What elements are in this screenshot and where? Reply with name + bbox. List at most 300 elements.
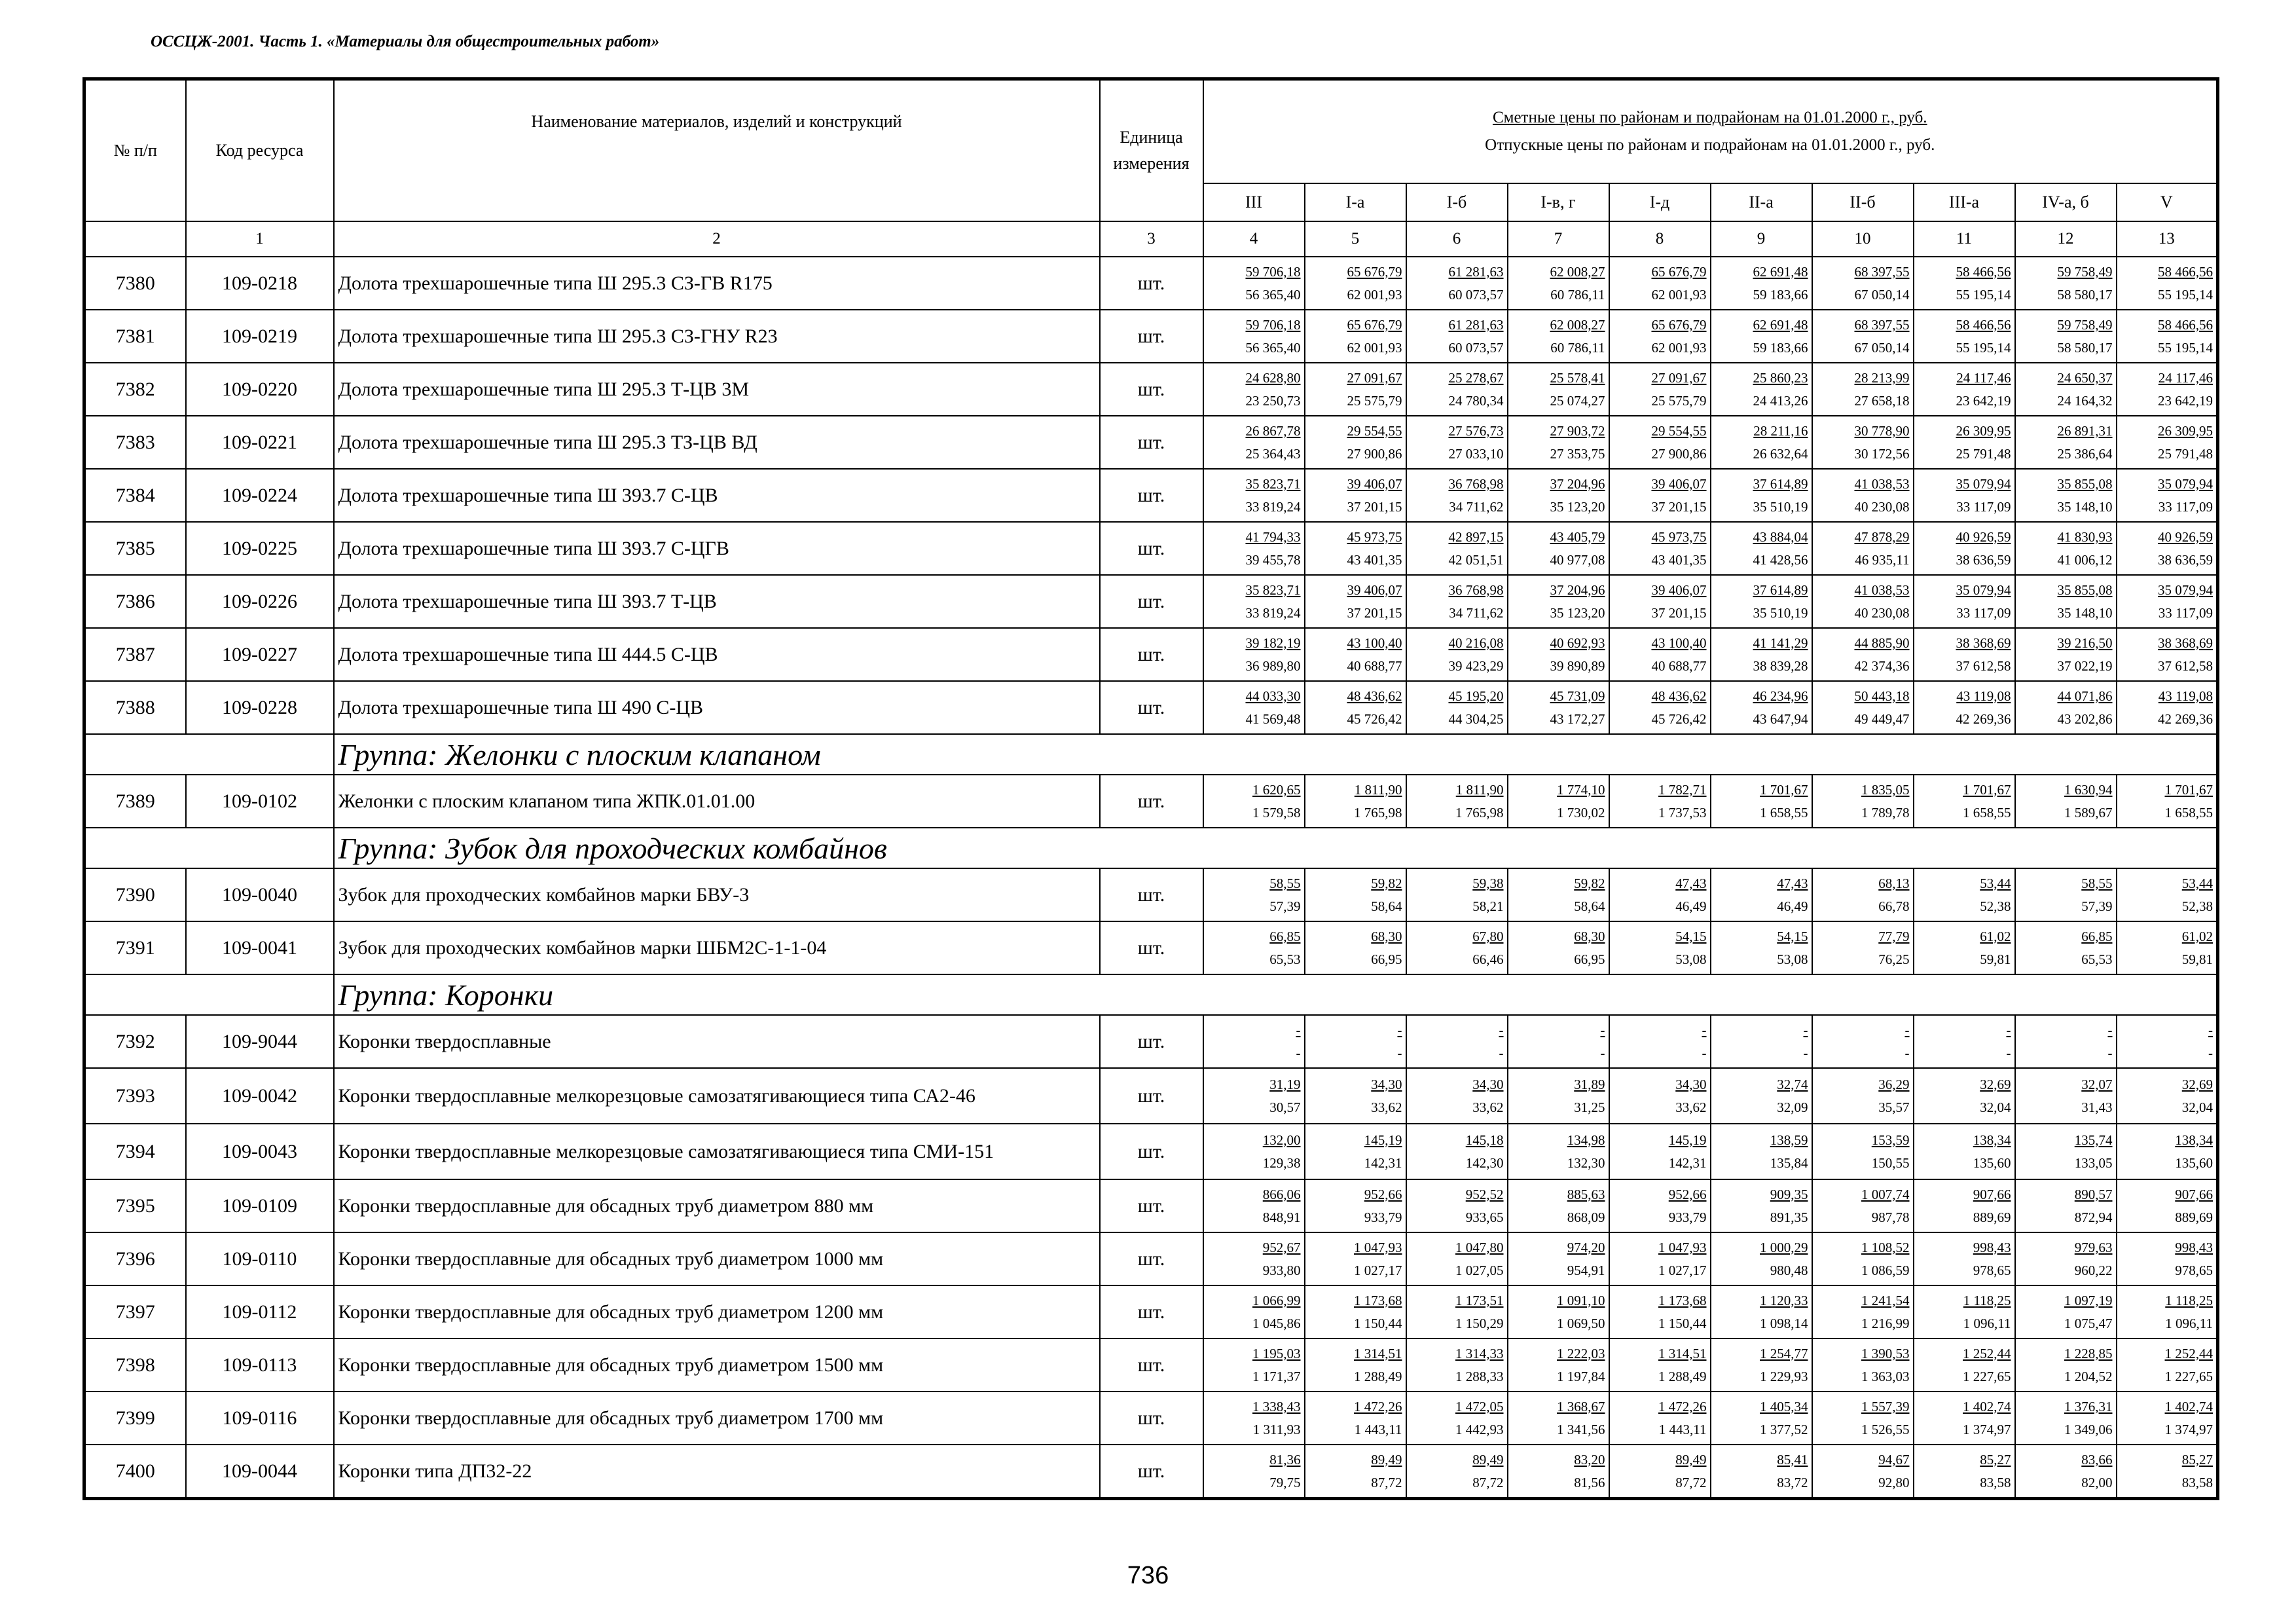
estimate-price: 24 117,46 xyxy=(2158,369,2213,386)
estimate-price: 40 926,59 xyxy=(1956,528,2011,545)
estimate-price: 907,66 xyxy=(2175,1186,2213,1202)
price-cell xyxy=(2117,310,2218,363)
row-number: 7385 xyxy=(84,522,186,575)
resource-code: 109-9044 xyxy=(186,1015,334,1068)
estimate-price: 42 897,15 xyxy=(1448,528,1504,545)
row-number: 7397 xyxy=(84,1285,186,1338)
price-cell xyxy=(1203,1392,1305,1445)
price-cell xyxy=(1812,1338,1914,1392)
estimate-price: 48 436,62 xyxy=(1347,688,1402,704)
row-number: 7398 xyxy=(84,1338,186,1392)
material-name: Желонки с плоским клапаном типа ЖПК.01.01.00 xyxy=(334,775,1100,828)
estimate-price: 1 402,74 xyxy=(2164,1398,2213,1414)
price-cell xyxy=(1406,868,1508,921)
release-price: 1 658,55 xyxy=(2164,804,2213,821)
release-price: 59,81 xyxy=(1980,951,2011,967)
price-cell xyxy=(2015,1015,2117,1068)
estimate-price: 885,63 xyxy=(1567,1186,1605,1202)
price-cell xyxy=(1609,868,1711,921)
price-cell xyxy=(1203,775,1305,828)
table-row xyxy=(84,575,2218,628)
row-number: 7381 xyxy=(84,310,186,363)
estimate-price: 31,89 xyxy=(1574,1076,1605,1092)
unit: шт. xyxy=(1100,1445,1203,1499)
price-cell xyxy=(1609,1338,1711,1392)
price-cell xyxy=(1711,1445,1812,1499)
price-cell xyxy=(1203,628,1305,681)
release-price: 43 647,94 xyxy=(1753,710,1808,727)
estimate-price: 43 884,04 xyxy=(1753,528,1808,545)
estimate-price: 39 406,07 xyxy=(1651,581,1707,598)
column-number: 8 xyxy=(1609,221,1711,257)
release-price: 35 123,20 xyxy=(1550,604,1605,621)
estimate-price: 952,52 xyxy=(1465,1186,1504,1202)
price-cell xyxy=(1609,469,1711,522)
price-cell xyxy=(1203,921,1305,974)
unit: шт. xyxy=(1100,522,1203,575)
unit: шт. xyxy=(1100,868,1203,921)
estimate-price: 890,57 xyxy=(2074,1186,2113,1202)
release-price: - xyxy=(1904,1044,1910,1061)
price-cell xyxy=(2015,868,2117,921)
estimate-price: 40 926,59 xyxy=(2158,528,2213,545)
header-code: Код ресурса xyxy=(186,79,334,222)
release-price: 27 353,75 xyxy=(1550,445,1605,462)
price-cell xyxy=(2117,363,2218,416)
estimate-price: 37 614,89 xyxy=(1753,581,1808,598)
price-cell xyxy=(2015,1068,2117,1124)
estimate-price: 61,02 xyxy=(2181,928,2213,944)
price-cell xyxy=(1203,1445,1305,1499)
estimate-price: 58 466,56 xyxy=(2158,263,2213,280)
group-blank xyxy=(84,974,334,1015)
estimate-price: 1 173,68 xyxy=(1354,1292,1402,1308)
release-price: 1 789,78 xyxy=(1861,804,1910,821)
row-number: 7392 xyxy=(84,1015,186,1068)
table-body xyxy=(84,257,2218,1499)
group-row xyxy=(84,734,2218,775)
estimate-price: 32,69 xyxy=(2181,1076,2213,1092)
resource-code: 109-0042 xyxy=(186,1068,334,1124)
unit: шт. xyxy=(1100,1392,1203,1445)
header-num: № п/п xyxy=(84,79,186,222)
resource-code: 109-0221 xyxy=(186,416,334,469)
release-price: 39 423,29 xyxy=(1448,657,1504,674)
release-price: 44 304,25 xyxy=(1448,710,1504,727)
price-cell xyxy=(1305,310,1406,363)
resource-code: 109-0044 xyxy=(186,1445,334,1499)
release-price: 33 819,24 xyxy=(1245,604,1301,621)
estimate-price: 59,82 xyxy=(1371,875,1402,891)
estimate-price: 35 855,08 xyxy=(2057,581,2113,598)
estimate-price: 47 878,29 xyxy=(1854,528,1910,545)
header-prices-estimate: Сметные цены по районам и подрайонам на 01.01.2000 г., руб. xyxy=(1492,109,1927,126)
price-cell xyxy=(1914,681,2015,734)
price-cell xyxy=(2015,681,2117,734)
release-price: 59 183,66 xyxy=(1753,286,1808,303)
price-cell xyxy=(1914,469,2015,522)
release-price: 1 737,53 xyxy=(1658,804,1707,821)
release-price: 25 791,48 xyxy=(1956,445,2011,462)
release-price: 891,35 xyxy=(1770,1209,1808,1225)
estimate-price: 85,27 xyxy=(2181,1451,2213,1467)
release-price: 133,05 xyxy=(2074,1154,2113,1171)
price-cell xyxy=(1609,575,1711,628)
table-row xyxy=(84,1124,2218,1179)
estimate-price: 1 314,33 xyxy=(1455,1345,1504,1361)
material-name: Коронки твердосплавные для обсадных труб диаметром 1200 мм xyxy=(334,1285,1100,1338)
table-row xyxy=(84,628,2218,681)
estimate-price: 26 867,78 xyxy=(1245,422,1301,439)
region-header: I-д xyxy=(1609,183,1711,221)
price-cell xyxy=(1305,1285,1406,1338)
release-price: 58,64 xyxy=(1371,898,1402,914)
release-price: 40 688,77 xyxy=(1651,657,1707,674)
release-price: 34 711,62 xyxy=(1449,498,1504,515)
estimate-price: 952,66 xyxy=(1364,1186,1402,1202)
release-price: 79,75 xyxy=(1269,1474,1301,1490)
price-cell xyxy=(1914,628,2015,681)
estimate-price: 34,30 xyxy=(1472,1076,1504,1092)
row-number: 7383 xyxy=(84,416,186,469)
release-price: 41 006,12 xyxy=(2057,551,2113,568)
price-cell xyxy=(1305,868,1406,921)
region-header: I-б xyxy=(1406,183,1508,221)
table-row xyxy=(84,1445,2218,1499)
price-cell xyxy=(1711,257,1812,310)
table-row xyxy=(84,1392,2218,1445)
price-cell xyxy=(1914,522,2015,575)
price-cell xyxy=(1508,1392,1609,1445)
material-name: Коронки твердосплавные xyxy=(334,1015,1100,1068)
estimate-price: 1 630,94 xyxy=(2064,781,2113,798)
estimate-price: 1 000,29 xyxy=(1760,1239,1808,1255)
release-price: 132,30 xyxy=(1567,1154,1605,1171)
release-price: 87,72 xyxy=(1472,1474,1504,1490)
unit: шт. xyxy=(1100,775,1203,828)
unit: шт. xyxy=(1100,257,1203,310)
release-price: 1 069,50 xyxy=(1557,1315,1605,1331)
release-price: 1 098,14 xyxy=(1760,1315,1808,1331)
price-cell xyxy=(2117,1392,2218,1445)
table-row xyxy=(84,775,2218,828)
release-price: 62 001,93 xyxy=(1347,339,1402,356)
release-price: 35 510,19 xyxy=(1753,498,1808,515)
release-price: 33 117,09 xyxy=(2158,604,2213,621)
release-price: 66,46 xyxy=(1472,951,1504,967)
price-cell xyxy=(1508,1015,1609,1068)
price-cell xyxy=(2015,363,2117,416)
price-cell xyxy=(1812,775,1914,828)
price-cell xyxy=(1508,921,1609,974)
price-cell xyxy=(1812,868,1914,921)
estimate-price: 1 118,25 xyxy=(1963,1292,2011,1308)
release-price: 33,62 xyxy=(1675,1099,1707,1115)
release-price: 25 364,43 xyxy=(1245,445,1301,462)
price-cell xyxy=(1914,310,2015,363)
price-cell xyxy=(2117,469,2218,522)
price-cell xyxy=(1406,921,1508,974)
resource-code: 109-0220 xyxy=(186,363,334,416)
unit: шт. xyxy=(1100,681,1203,734)
release-price: 872,94 xyxy=(2074,1209,2113,1225)
price-cell xyxy=(1609,1015,1711,1068)
estimate-price: 1 620,65 xyxy=(1252,781,1301,798)
estimate-price: 68,30 xyxy=(1371,928,1402,944)
estimate-price: 24 117,46 xyxy=(1956,369,2011,386)
unit: шт. xyxy=(1100,1285,1203,1338)
estimate-price: 45 973,75 xyxy=(1651,528,1707,545)
unit: шт. xyxy=(1100,363,1203,416)
column-number: 2 xyxy=(334,221,1100,257)
estimate-price: 46 234,96 xyxy=(1753,688,1808,704)
column-number: 3 xyxy=(1100,221,1203,257)
estimate-price: - xyxy=(1904,1022,1910,1038)
price-cell xyxy=(1305,575,1406,628)
release-price: 933,79 xyxy=(1364,1209,1402,1225)
column-number: 12 xyxy=(2015,221,2117,257)
row-number: 7390 xyxy=(84,868,186,921)
estimate-price: 66,85 xyxy=(2081,928,2113,944)
estimate-price: 145,19 xyxy=(1668,1132,1707,1148)
release-price: 27 900,86 xyxy=(1347,445,1402,462)
release-price: 33 117,09 xyxy=(1956,604,2011,621)
price-cell xyxy=(1305,681,1406,734)
price-cell xyxy=(1406,310,1508,363)
release-price: 848,91 xyxy=(1262,1209,1301,1225)
region-header: I-в, г xyxy=(1508,183,1609,221)
price-cell xyxy=(1508,522,1609,575)
estimate-price: 53,44 xyxy=(1980,875,2011,891)
release-price: 52,38 xyxy=(2181,898,2213,914)
material-name: Долота трехшарошечные типа Ш 295.3 СЗ-ГНУ R23 xyxy=(334,310,1100,363)
price-cell xyxy=(1508,1445,1609,1499)
release-price: 58,21 xyxy=(1472,898,1504,914)
price-cell xyxy=(1406,1015,1508,1068)
estimate-price: 39 406,07 xyxy=(1347,581,1402,598)
release-price: 1 086,59 xyxy=(1861,1262,1910,1278)
group-title: Группа: Желонки с плоским клапаном xyxy=(334,734,2218,775)
release-price: 954,91 xyxy=(1567,1262,1605,1278)
estimate-price: 44 885,90 xyxy=(1854,635,1910,651)
price-cell xyxy=(1406,257,1508,310)
release-price: 32,04 xyxy=(2181,1099,2213,1115)
release-price: 1 589,67 xyxy=(2064,804,2113,821)
estimate-price: 1 314,51 xyxy=(1354,1345,1402,1361)
estimate-price: 35 823,71 xyxy=(1245,475,1301,492)
header-prices-release: Отпускные цены по районам и подрайонам на 01.01.2000 г., руб. xyxy=(1485,136,1935,154)
release-price: 81,56 xyxy=(1574,1474,1605,1490)
estimate-price: 43 119,08 xyxy=(2158,688,2213,704)
estimate-price: 58,55 xyxy=(1269,875,1301,891)
release-price: 25 074,27 xyxy=(1550,392,1605,409)
estimate-price: 1 091,10 xyxy=(1557,1292,1605,1308)
release-price: 1 311,93 xyxy=(1252,1421,1301,1437)
row-number: 7380 xyxy=(84,257,186,310)
price-cell xyxy=(2117,1445,2218,1499)
release-price: 27 658,18 xyxy=(1854,392,1910,409)
release-price: 980,48 xyxy=(1770,1262,1808,1278)
estimate-price: 54,15 xyxy=(1675,928,1707,944)
price-cell xyxy=(1508,363,1609,416)
release-price: 1 171,37 xyxy=(1252,1368,1301,1384)
table-row xyxy=(84,1285,2218,1338)
estimate-price: 41 038,53 xyxy=(1854,475,1910,492)
release-price: 889,69 xyxy=(2175,1209,2213,1225)
price-cell xyxy=(1914,868,2015,921)
release-price: - xyxy=(1702,1044,1707,1061)
release-price: 960,22 xyxy=(2074,1262,2113,1278)
estimate-price: 1 405,34 xyxy=(1760,1398,1808,1414)
price-cell xyxy=(2015,1232,2117,1285)
estimate-price: 1 376,31 xyxy=(2064,1398,2113,1414)
release-price: - xyxy=(1397,1044,1402,1061)
estimate-price: 37 204,96 xyxy=(1550,581,1605,598)
estimate-price: 89,49 xyxy=(1675,1451,1707,1467)
price-cell xyxy=(1305,1068,1406,1124)
release-price: 1 197,84 xyxy=(1557,1368,1605,1384)
release-price: 978,65 xyxy=(2175,1262,2213,1278)
estimate-price: 138,34 xyxy=(2175,1132,2213,1148)
release-price: 978,65 xyxy=(1973,1262,2011,1278)
estimate-price: 29 554,55 xyxy=(1651,422,1707,439)
unit: шт. xyxy=(1100,1338,1203,1392)
region-header: I-а xyxy=(1305,183,1406,221)
price-cell xyxy=(1203,1015,1305,1068)
price-cell xyxy=(1711,416,1812,469)
estimate-price: 81,36 xyxy=(1269,1451,1301,1467)
price-cell xyxy=(1203,868,1305,921)
estimate-price: 1 390,53 xyxy=(1861,1345,1910,1361)
price-cell xyxy=(1914,257,2015,310)
release-price: 49 449,47 xyxy=(1854,710,1910,727)
price-cell xyxy=(2015,1392,2117,1445)
release-price: 25 791,48 xyxy=(2158,445,2213,462)
price-cell xyxy=(1711,1232,1812,1285)
release-price: 37 201,15 xyxy=(1347,604,1402,621)
table-row xyxy=(84,469,2218,522)
release-price: 1 150,44 xyxy=(1658,1315,1707,1331)
row-number: 7388 xyxy=(84,681,186,734)
release-price: 1 443,11 xyxy=(1354,1421,1402,1437)
release-price: 37 612,58 xyxy=(2158,657,2213,674)
price-cell xyxy=(2117,1179,2218,1232)
price-cell xyxy=(1508,469,1609,522)
estimate-price: 44 071,86 xyxy=(2057,688,2113,704)
estimate-price: 83,20 xyxy=(1574,1451,1605,1467)
header-name: Наименование материалов, изделий и конструкций xyxy=(334,79,1100,222)
resource-code: 109-0043 xyxy=(186,1124,334,1179)
release-price: 1 288,49 xyxy=(1354,1368,1402,1384)
estimate-price: 58 466,56 xyxy=(1956,263,2011,280)
release-price: 38 636,59 xyxy=(1956,551,2011,568)
release-price: 36 989,80 xyxy=(1245,657,1301,674)
release-price: 142,31 xyxy=(1364,1154,1402,1171)
price-cell xyxy=(1508,868,1609,921)
release-price: 1 730,02 xyxy=(1557,804,1605,821)
price-cell xyxy=(2117,1015,2218,1068)
release-price: 83,72 xyxy=(1777,1474,1808,1490)
price-cell xyxy=(2015,1124,2117,1179)
price-cell xyxy=(1812,363,1914,416)
estimate-price: 43 405,79 xyxy=(1550,528,1605,545)
estimate-price: 26 891,31 xyxy=(2057,422,2113,439)
release-price: 58,64 xyxy=(1574,898,1605,914)
column-number: 13 xyxy=(2117,221,2218,257)
estimate-price: 66,85 xyxy=(1269,928,1301,944)
row-number: 7382 xyxy=(84,363,186,416)
release-price: 27 900,86 xyxy=(1651,445,1707,462)
page-number: 736 xyxy=(1127,1562,1169,1589)
estimate-price: 62 008,27 xyxy=(1550,263,1605,280)
release-price: 24 413,26 xyxy=(1753,392,1808,409)
price-cell xyxy=(1914,1232,2015,1285)
release-price: 1 096,11 xyxy=(2165,1315,2213,1331)
estimate-price: 974,20 xyxy=(1567,1239,1605,1255)
unit: шт. xyxy=(1100,1179,1203,1232)
price-cell xyxy=(2015,1179,2117,1232)
row-number: 7384 xyxy=(84,469,186,522)
release-price: 1 374,97 xyxy=(1963,1421,2011,1437)
resource-code: 109-0224 xyxy=(186,469,334,522)
estimate-price: 1 314,51 xyxy=(1658,1345,1707,1361)
estimate-price: 1 782,71 xyxy=(1658,781,1707,798)
estimate-price: 1 368,67 xyxy=(1557,1398,1605,1414)
price-cell xyxy=(1812,628,1914,681)
price-cell xyxy=(1914,575,2015,628)
price-cell xyxy=(1406,1124,1508,1179)
release-price: - xyxy=(1600,1044,1605,1061)
price-cell xyxy=(1609,921,1711,974)
table-row xyxy=(84,1179,2218,1232)
estimate-price: 132,00 xyxy=(1262,1132,1301,1148)
release-price: 52,38 xyxy=(1980,898,2011,914)
price-cell xyxy=(1914,1015,2015,1068)
price-cell xyxy=(1711,363,1812,416)
unit: шт. xyxy=(1100,416,1203,469)
release-price: 42 269,36 xyxy=(2158,710,2213,727)
price-cell xyxy=(1203,257,1305,310)
release-price: 37 612,58 xyxy=(1956,657,2011,674)
release-price: 1 377,52 xyxy=(1760,1421,1808,1437)
release-price: 33,62 xyxy=(1371,1099,1402,1115)
estimate-price: 59 758,49 xyxy=(2057,316,2113,333)
release-price: 1 027,05 xyxy=(1455,1262,1504,1278)
release-price: 39 455,78 xyxy=(1245,551,1301,568)
release-price: 23 642,19 xyxy=(1956,392,2011,409)
release-price: 25 575,79 xyxy=(1651,392,1707,409)
release-price: 1 765,98 xyxy=(1354,804,1402,821)
price-cell xyxy=(2117,257,2218,310)
row-number: 7396 xyxy=(84,1232,186,1285)
estimate-price: 979,63 xyxy=(2074,1239,2113,1255)
estimate-price: 68,13 xyxy=(1878,875,1910,891)
estimate-price: 50 443,18 xyxy=(1854,688,1910,704)
price-cell xyxy=(1914,363,2015,416)
estimate-price: 62 691,48 xyxy=(1753,263,1808,280)
release-price: 33 117,09 xyxy=(2158,498,2213,515)
release-price: 889,69 xyxy=(1973,1209,2011,1225)
estimate-price: 41 794,33 xyxy=(1245,528,1301,545)
price-cell xyxy=(1406,628,1508,681)
estimate-price: 58,55 xyxy=(2081,875,2113,891)
release-price: 53,08 xyxy=(1777,951,1808,967)
price-cell xyxy=(1812,1068,1914,1124)
resource-code: 109-0226 xyxy=(186,575,334,628)
region-header: II-а xyxy=(1711,183,1812,221)
price-cell xyxy=(1305,1232,1406,1285)
price-cell xyxy=(1508,1179,1609,1232)
